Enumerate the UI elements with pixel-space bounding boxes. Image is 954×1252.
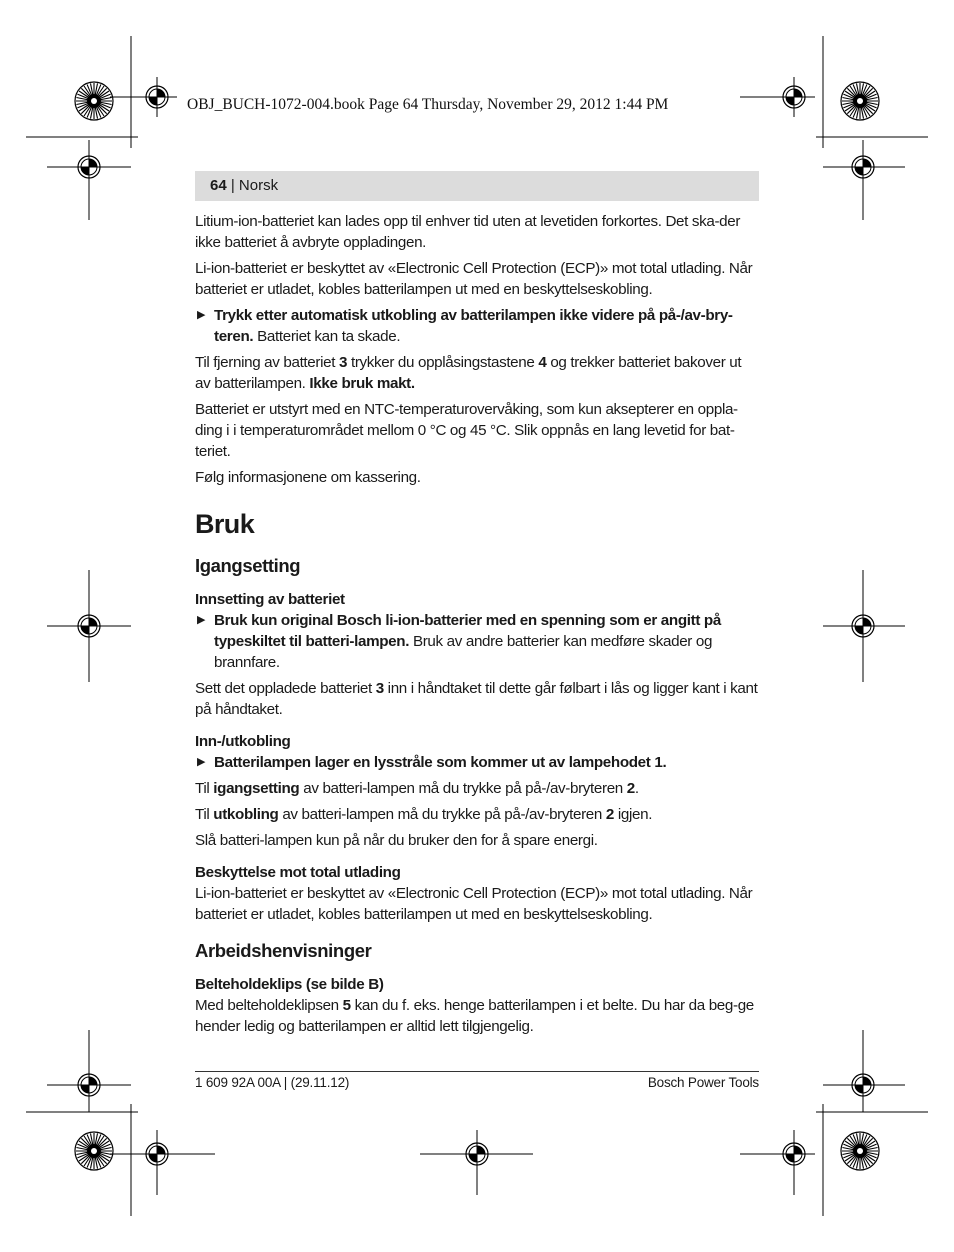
bullet-arrow-icon: ▶ (197, 756, 206, 768)
paragraph-protection: Li-ion-batteriet er beskyttet av «Electronic Cell Protection (ECP)» mot total utlading. Når batteriet er utladet, kobles batterilampen ut med en beskyttelseskobling. (195, 885, 753, 923)
section-title: Bruk (195, 509, 255, 539)
heading-belt-clip: Belteholdeklips (se bilde B) (195, 976, 384, 993)
footer-rule (195, 1071, 759, 1072)
bullet-arrow-icon: ▶ (197, 614, 206, 626)
paragraph-belt-clip: Med belteholdeklipsen 5 kan du f. eks. henge batterilampen i et belte. Du har da beg-ge hender ledig og batterilampen er alltid lett tilgjengelig. (195, 997, 754, 1035)
page-number: 64 (210, 177, 227, 194)
paragraph-save-energy: Slå batteri-lampen kun på når du bruker den for å spare energi. (195, 832, 598, 849)
battery-bullet: ▶ Bruk kun original Bosch li-ion-batterier med en spenning som er angitt på typeskiltet til batteri-lampen. Bruk av andre batterier kan medføre skader og brannfare. (197, 612, 721, 671)
heading-on-off: Inn-/utkobling (195, 733, 291, 750)
warning-bold: Trykk etter automatisk utkobling av batterilampen ikke videre på på-/av-bry-teren. (214, 307, 733, 345)
heading-insert-battery: Innsetting av batteriet (195, 591, 345, 608)
footer-doc-number: 1 609 92A 00A | (29.11.12) (195, 1075, 350, 1090)
heading-protection: Beskyttelse mot total utlading (195, 864, 401, 881)
paragraph-ecp: Li-ion-batteriet er beskyttet av «Electronic Cell Protection (ECP)» mot total utlading. Når batteriet er utladet, kobles batterilampen ut med en beskyttelseskobling. (195, 260, 753, 298)
print-slug: OBJ_BUCH-1072-004.book Page 64 Thursday, November 29, 2012 1:44 PM (187, 96, 669, 113)
bullet-arrow-icon: ▶ (197, 309, 206, 321)
subsection-title-work: Arbeidshenvisninger (195, 940, 372, 961)
paragraph-ntc: Batteriet er utstyrt med en NTC-temperaturovervåking, som kun aksepterer en oppla-ding i i temperaturområdet mellom 0 °C og 45 °C. Slik oppnås en lang levetid for bat-teriet. (195, 401, 738, 460)
light-beam-bullet: ▶ Batterilampen lager en lysstråle som kommer ut av lampehodet 1. (197, 754, 667, 771)
header-language: Norsk (238, 177, 279, 194)
paragraph-removal: Til fjerning av batteriet 3 trykker du opplåsingstastene 4 og trekker batteriet bakover ut av batterilampen. Ikke bruk makt. (195, 354, 742, 392)
warning-rest: Batteriet kan ta skade. (253, 328, 401, 345)
footer-brand: Bosch Power Tools (647, 1075, 759, 1090)
paragraph-disposal: Følg informasjonene om kassering. (195, 469, 421, 486)
subsection-title: Igangsetting (195, 555, 301, 576)
paragraph-switch-off: Til utkobling av batteri-lampen må du trykke på på-/av-bryteren 2 igjen. (195, 806, 653, 823)
paragraph-switch-on: Til igangsetting av batteri-lampen må du trykke på på-/av-bryteren 2. (195, 780, 639, 797)
running-header (195, 171, 759, 201)
header-separator: | (226, 177, 239, 194)
paragraph-charging: Litium-ion-batteriet kan lades opp til enhver tid uten at levetiden forkortes. Det ska-der ikke batteriet å avbryte oppladingen. (195, 213, 741, 251)
page-content (195, 211, 759, 1042)
warning-bullet (195, 305, 759, 347)
paragraph-insert: Sett det oppladede batteriet 3 inn i håndtaket til dette går følbart i lås og ligger kant i kant på håndtaket. (195, 680, 758, 718)
